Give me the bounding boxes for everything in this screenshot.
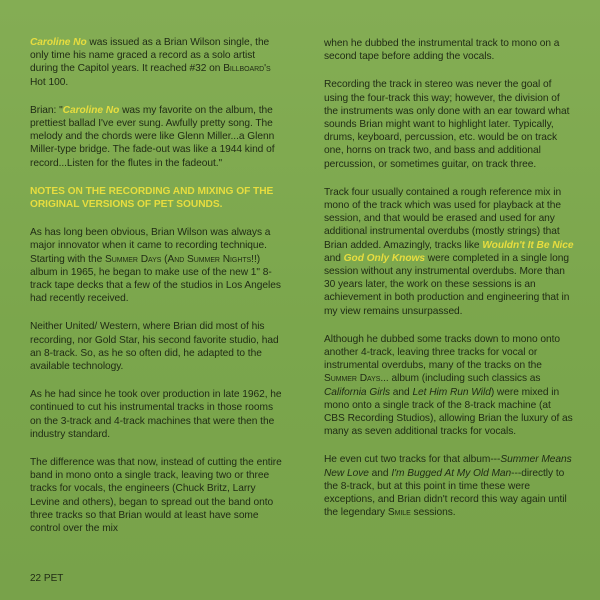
stereo-paragraph: Recording the track in stereo was never the goal of using the four-track this way; however, the division of the instruments was only done with an ear toward what sounds Brian might want to highlight later. Typically, drums, keyboard, percussion, etc. would be on track one, horns on track two, and bass and additional percussion, or sometimes guitar, on track three. xyxy=(324,79,570,170)
left-column xyxy=(30,36,282,550)
section-heading: NOTES ON THE RECORDING AND MIXING OF THE ORIGINAL VERSIONS OF PET SOUNDS. xyxy=(30,185,274,211)
innovator-paragraph: As has long been obvious, Brian Wilson was always a major innovator when it came to recording technique. Starting with the Summer Days (And Summer Nights!!) album in 1965, he began to make use of the new 1" 8-track tape decks that a few of the studios in Los Angeles had recently received. xyxy=(30,227,281,305)
studios-paragraph: Neither United/ Western, where Brian did most of his recording, nor Gold Star, his second favorite studio, had an 8-track. So, as he so often did, he adapted to the available technology. xyxy=(30,321,279,373)
production-paragraph: As he had since he took over production in late 1962, he continued to cut his instrumental tracks in those rooms on the 3-track and 4-track machines that were then the industry standard. xyxy=(30,389,282,440)
mono-dub-paragraph: when he dubbed the instrumental track to mono on a second tape before adding the vocals. xyxy=(324,38,560,63)
caroline-no-paragraph: Caroline No was issued as a Brian Wilson single, the only time his name graced a record as a solo artist during the Capitol years. It reached #32 on Billboard's Hot 100. xyxy=(30,37,271,88)
eight-track-paragraph: He even cut two tracks for that album---Summer Means New Love and I'm Bugged At My Old Man---directly to the 8-track, but at this point in time these were exceptions, and Brian didn't record this way again until the legendary Smile sessions. xyxy=(324,454,572,519)
page-number: 22 PET xyxy=(30,573,64,584)
difference-paragraph: The difference was that now, instead of cutting the entire band in mono onto a single track, leaving two or three tracks for vocals, the engineers (Chuck Britz, Larry Levine and others), began to spread out the band onto three tracks so that Brian would at least have some control over the mix xyxy=(30,457,282,535)
track-four-paragraph: Track four usually contained a rough reference mix in mono of the track which was used for playback at the session, and that would be erased and used for any additional instrumental overdubs (mostly strings) that Brian added. Amazingly, tracks like Wouldn't It Be Nice and God Only Knows were completed in a single long session without any instrumental overdubs. More than 30 years later, the work on these sessions is an achievement in both production and engineering that in my view remains unsurpassed. xyxy=(324,186,574,317)
right-column xyxy=(324,37,574,535)
brian-quote-paragraph: Brian: "Caroline No was my favorite on the album, the prettiest ballad I've ever sung. Awfully pretty song. The melody and the chords were like Glenn Miller...a Glenn Miller-type bridge. The fade-out was like a 1944 kind of record...Listen for the flutes in the fadeout." xyxy=(30,104,275,169)
mono-mix-paragraph: Although he dubbed some tracks down to mono onto another 4-track, leaving three tracks for vocal or instrumental overdubs, many of the tracks on the Summer Days... album (including such classics as California Girls and Let Him Run Wild) were mixed in mono onto a single track of the 8-track machine (at CBS Recording Studios), allowing Brian the luxury of as many as seven additional tracks for vocals. xyxy=(324,333,573,438)
